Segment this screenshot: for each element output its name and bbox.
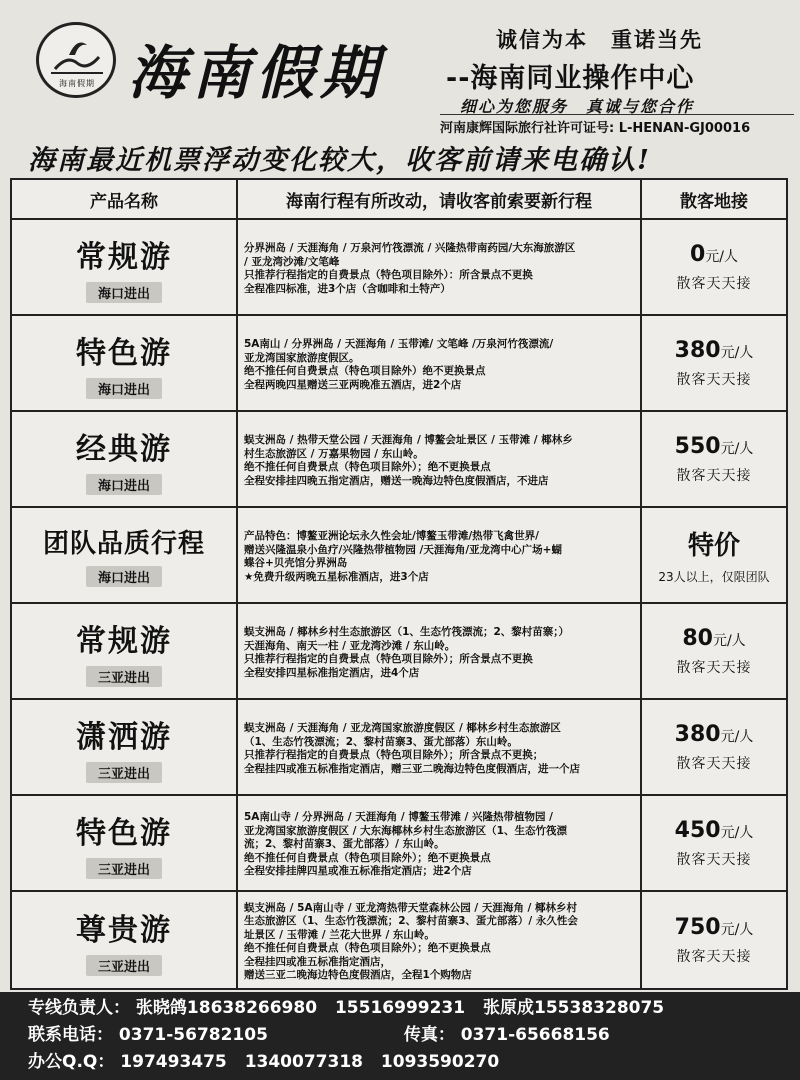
entry-exit-badge: 海口进出 xyxy=(86,566,162,587)
header-product-name: 产品名称 xyxy=(12,180,238,218)
price-cell xyxy=(642,508,786,602)
price-value: 80 xyxy=(682,625,713,651)
product-table xyxy=(10,178,788,990)
itinerary-line: 天涯海角、南天一柱 / 亚龙湾沙滩 / 东山岭。 xyxy=(244,639,456,652)
header-itinerary: 海南行程有所改动，请收客前索要新行程 xyxy=(238,180,642,218)
price-unit: 元/人 xyxy=(720,921,754,938)
slogan: 诚信为本 重诺当先 xyxy=(496,28,703,52)
entry-exit-badge: 海口进出 xyxy=(86,282,162,303)
table-row xyxy=(12,508,786,604)
entry-exit-badge: 三亚进出 xyxy=(86,666,162,687)
price-unit: 元/人 xyxy=(720,824,754,841)
itinerary-line: / 亚龙湾沙滩/文笔峰 xyxy=(244,255,340,268)
price-value-group xyxy=(675,722,754,747)
product-name: 经典游 xyxy=(76,431,172,467)
product-name: 潇洒游 xyxy=(76,719,172,755)
itinerary-cell xyxy=(238,796,642,890)
header-price: 散客地接 xyxy=(680,191,748,212)
price-unit: 元/人 xyxy=(720,440,754,457)
price-value-group xyxy=(682,626,745,651)
price-cell xyxy=(642,700,786,794)
itinerary-cell xyxy=(238,220,642,314)
itinerary-cell xyxy=(238,700,642,794)
itinerary-line: 村生态旅游区 / 万嘉果物园 / 东山岭。 xyxy=(244,447,424,460)
itinerary-line: 全程挂四或准五标准指定酒店， xyxy=(244,955,391,968)
price-note: 23人以上，仅限团队 xyxy=(658,570,770,584)
itinerary-line: 全程安排四星标准指定酒店，进4个店 xyxy=(244,666,420,679)
itinerary-line: 蜈支洲岛 / 5A南山寺 / 亚龙湾热带天堂森林公园 / 天涯海角 / 椰林乡村 xyxy=(244,901,578,914)
footer-line-manager xyxy=(28,996,676,1020)
product-cell xyxy=(12,604,238,698)
price-note: 散客天天接 xyxy=(676,275,752,292)
price-value-group xyxy=(675,818,754,843)
itinerary-line: 赠送三亚二晚海边特色度假酒店，全程1个购物店 xyxy=(244,969,472,981)
price-unit: 元/人 xyxy=(720,728,754,745)
header xyxy=(28,8,788,136)
price-note: 散客天天接 xyxy=(676,467,752,484)
itinerary-line: 亚龙湾国家旅游度假区。 xyxy=(244,351,360,364)
table-row xyxy=(12,604,786,700)
itinerary-cell xyxy=(238,892,642,988)
qq-number: 1340077318 xyxy=(244,1052,363,1072)
itinerary-line: 蝶谷+贝壳馆分界洲岛 xyxy=(244,557,348,569)
itinerary-cell xyxy=(238,316,642,410)
product-cell xyxy=(12,700,238,794)
itinerary-line: 蜈支洲岛 / 天涯海角 / 亚龙湾国家旅游度假区 / 椰林乡村生态旅游区 xyxy=(244,722,561,734)
price-value-group xyxy=(688,525,740,562)
product-name: 常规游 xyxy=(76,239,172,275)
itinerary-line: 只推荐行程指定的自费景点（特色项目除外）：所含景点不更换 xyxy=(244,269,533,281)
itinerary-line: 蜈支洲岛 / 椰林乡村生态旅游区（1、生态竹筏漂流；2、黎村苗寨；） xyxy=(244,626,570,638)
fax-label: 传真： xyxy=(403,1025,455,1045)
itinerary-cell xyxy=(238,604,642,698)
entry-exit-badge: 海口进出 xyxy=(86,474,162,495)
footer-line-qq xyxy=(28,1050,511,1074)
price-note: 散客天天接 xyxy=(676,371,752,388)
product-cell xyxy=(12,220,238,314)
itinerary-line: 蜈支洲岛 / 热带天堂公园 / 天涯海角 / 博鳌会址景区 / 玉带滩 / 椰林乡 xyxy=(244,434,573,446)
itinerary-line: 绝不推任何自费景点（特色项目除外）；绝不更换景点 xyxy=(244,461,491,473)
price-note: 散客天天接 xyxy=(676,851,752,868)
itinerary-line: 绝不推任何自费景点（特色项目除外）；绝不更换景点 xyxy=(244,942,491,954)
table-body xyxy=(12,220,786,988)
product-cell xyxy=(12,316,238,410)
price-value-group xyxy=(675,434,754,459)
itinerary-line: 绝不推任何自费景点（特色项目除外）绝不更换景点 xyxy=(244,365,486,377)
itinerary-line: 绝不推任何自费景点（特色项目除外）；绝不更换景点 xyxy=(244,851,491,864)
price-value-group xyxy=(690,242,738,267)
itinerary-line: 赠送兴隆温泉小鱼疗/兴隆热带植物园 /天涯海角/亚龙湾中心广场+蝴 xyxy=(244,543,562,556)
price-unit: 元/人 xyxy=(712,632,746,649)
logo-wave-icon xyxy=(47,33,107,77)
product-cell xyxy=(12,892,238,988)
product-cell xyxy=(12,412,238,506)
license-line: 河南康辉国际旅行社许可证号: L-HENAN-GJ00016 xyxy=(440,114,794,136)
phone-number: 0371-56782105 xyxy=(118,1025,268,1045)
product-name: 特色游 xyxy=(76,815,172,851)
logo-text: 海南假期 xyxy=(59,79,95,88)
itinerary-line: 5A南山 / 分界洲岛 / 天涯海角 / 玉带滩/ 文笔峰 /万泉河竹筏漂流/ xyxy=(244,338,554,350)
itinerary-cell xyxy=(238,508,642,602)
price-cell xyxy=(642,604,786,698)
itinerary-line: 只推荐行程指定的自费景点（特色项目除外）；所含景点不更换； xyxy=(244,749,544,761)
brand-name: 海南假期 xyxy=(128,39,385,107)
entry-exit-badge: 三亚进出 xyxy=(86,858,162,879)
qq-label: 办公Q.Q： xyxy=(28,1052,115,1072)
itinerary-line: 只推荐行程指定的自费景点（特色项目除外）；所含景点不更换 xyxy=(244,653,533,665)
price-value: 550 xyxy=(674,433,721,459)
manager-contact: 张晓鸽18638266980 xyxy=(135,998,318,1018)
product-name: 尊贵游 xyxy=(76,912,172,948)
price-note: 散客天天接 xyxy=(676,755,752,772)
product-name: 常规游 xyxy=(76,623,172,659)
table-row xyxy=(12,220,786,316)
price-value: 0 xyxy=(689,241,706,267)
price-value-group xyxy=(675,338,754,363)
entry-exit-badge: 三亚进出 xyxy=(86,762,162,783)
product-name: 团队品质行程 xyxy=(42,529,205,559)
itinerary-line: 全程挂四或准五标准指定酒店，赠三亚二晚海边特色度假酒店，进一个店 xyxy=(244,762,580,775)
price-note: 散客天天接 xyxy=(676,948,752,965)
itinerary-line: 流；2、黎村苗寨3、蛋尤部落）/ 东山岭。 xyxy=(244,838,445,851)
itinerary-line: 址景区 / 玉带滩 / 兰花大世界 / 东山岭。 xyxy=(244,928,435,941)
service-line: 细心为您服务 真诚与您合作 xyxy=(460,97,695,116)
price-unit: 元/人 xyxy=(705,248,739,265)
manager-contact: 张原成15538328075 xyxy=(483,998,665,1018)
price-value: 750 xyxy=(674,914,721,940)
table-row xyxy=(12,796,786,892)
itinerary-line: 全程安排挂四晚五指定酒店，赠送一晚海边特色度假酒店，不进店 xyxy=(244,474,549,487)
fax-number: 0371-65668156 xyxy=(460,1025,610,1045)
table-row xyxy=(12,316,786,412)
price-value: 380 xyxy=(674,721,721,747)
notice-banner: 海南最近机票浮动变化较大，收客前请来电确认! xyxy=(28,145,651,176)
manager-label: 专线负责人： xyxy=(28,998,130,1018)
phone-label: 联系电话： xyxy=(28,1025,113,1045)
itinerary-line: 产品特色：博鳌亚洲论坛永久性会址/博鳌玉带滩/热带飞禽世界/ xyxy=(244,530,540,542)
table-row xyxy=(12,892,786,988)
product-name: 特色游 xyxy=(76,335,172,371)
itinerary-line: ★免费升级两晚五星标准酒店，进3个店 xyxy=(244,570,429,583)
price-note: 散客天天接 xyxy=(676,659,752,676)
product-cell xyxy=(12,796,238,890)
price-cell xyxy=(642,412,786,506)
contact-footer xyxy=(0,992,800,1080)
entry-exit-badge: 三亚进出 xyxy=(86,955,162,976)
manager-contact: 15516999231 xyxy=(334,998,466,1018)
itinerary-line: 亚龙湾国家旅游度假区 / 大东海椰林乡村生态旅游区（1、生态竹筏漂 xyxy=(244,824,567,837)
price-value: 特价 xyxy=(687,531,740,561)
itinerary-line: （1、生态竹筏漂流；2、黎村苗寨3、蛋尤部落）东山岭。 xyxy=(244,735,518,748)
price-cell xyxy=(642,220,786,314)
itinerary-cell xyxy=(238,412,642,506)
logo xyxy=(36,22,116,98)
price-unit: 元/人 xyxy=(720,344,754,361)
price-cell xyxy=(642,796,786,890)
product-cell xyxy=(12,508,238,602)
center-title: --海南同业操作中心 xyxy=(446,63,695,94)
entry-exit-badge: 海口进出 xyxy=(86,378,162,399)
price-value-group xyxy=(675,915,754,940)
itinerary-line: 全程准四标准，进3个店（含咖啡和土特产） xyxy=(244,282,451,295)
itinerary-line: 全程两晚四星赠送三亚两晚准五酒店，进2个店 xyxy=(244,378,462,391)
price-value: 380 xyxy=(674,337,721,363)
qq-number: 197493475 xyxy=(120,1052,227,1072)
itinerary-line: 5A南山寺 / 分界洲岛 / 天涯海角 / 博鳌玉带滩 / 兴隆热带植物园 / xyxy=(244,811,554,824)
footer-line-phone xyxy=(28,1023,622,1047)
price-cell xyxy=(642,316,786,410)
itinerary-line: 全程安排挂牌四星或准五标准指定酒店；进2个店 xyxy=(244,865,472,878)
itinerary-line: 生态旅游区（1、生态竹筏漂流；2、黎村苗寨3、蛋尤部落）/ 永久性会 xyxy=(244,915,578,927)
table-row xyxy=(12,412,786,508)
table-header xyxy=(12,180,786,220)
price-cell xyxy=(642,892,786,988)
qq-number: 1093590270 xyxy=(380,1052,500,1072)
itinerary-line: 分界洲岛 / 天涯海角 / 万泉河竹筏漂流 / 兴隆热带南药园/大东海旅游区 xyxy=(244,242,576,254)
table-row xyxy=(12,700,786,796)
price-value: 450 xyxy=(674,817,721,843)
